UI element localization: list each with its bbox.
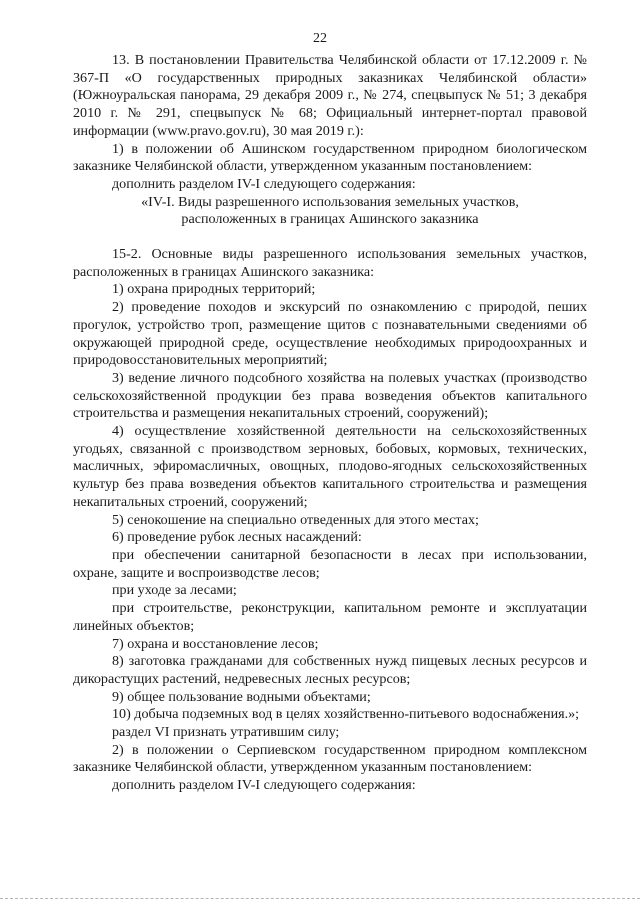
paragraph-15-2: 15-2. Основные виды разрешенного использования земельных участков, расположенных в границах Ашинского заказника: (73, 246, 587, 280)
list-item-9: 9) общее пользование водными объектами; (112, 688, 371, 705)
list-item-6: 6) проведение рубок лесных насаждений: (112, 529, 362, 546)
page-number: 22 (313, 31, 327, 46)
paragraph-amendment-13: 13. В постановлении Правительства Челябинской области от 17.12.2009 г. № 367-П «О государственных природных заказниках Челябинской области» (Южноуральская панорама, 29 декабря 2009 г., № 274, спецвыпуск № 51; 3 декабря 2010 г. № 291, спецвыпуск № 68; Официальный интернет-портал правовой информации (www.pravo.gov.ru), 30 мая 2019 г.): (73, 52, 587, 139)
paragraph-add-section-2: дополнить разделом IV-I следующего содержания: (112, 777, 416, 794)
list-item-7: 7) охрана и восстановление лесов; (112, 635, 319, 652)
list-item-3: 3) ведение личного подсобного хозяйства на полевых участках (производство сельскохозяйственной продукции без права возведения объектов капитального строительства и размещения некапитальных строений, сооружений); (73, 369, 587, 422)
list-item-2: 2) проведение походов и экскурсий по ознакомлению с природой, пеших прогулок, устройство троп, размещение щитов с познавательными сведениями об окружающей природной среде, осуществление необходимых природоохранных и природовосстановительных мероприятий; (73, 299, 587, 369)
list-item-10: 10) добыча подземных вод в целях хозяйственно-питьевого водоснабжения.»; (112, 706, 580, 723)
paragraph-add-section: дополнить разделом IV-I следующего содержания: (112, 175, 416, 192)
list-item-6-care: при уходе за лесами; (112, 582, 237, 599)
section-heading-line-1: «IV-I. Виды разрешенного использования земельных участков, (141, 193, 519, 210)
document-body (73, 52, 587, 795)
scan-edge-line (0, 898, 640, 899)
list-item-6-linear-objects: при строительстве, реконструкции, капитальном ремонте и эксплуатации линейных объектов; (73, 600, 587, 634)
list-item-4: 4) осуществление хозяйственной деятельности на сельскохозяйственных угодьях, связанной с производством зерновых, бобовых, кормовых, технических, масличных, эфиромасличных, овощных, плодово-ягодных сельскохозяйственных культур без права возведения объектов капитального строительства и размещения некапитальных строений, сооружений; (73, 423, 587, 510)
list-item-8: 8) заготовка гражданами для собственных нужд пищевых лесных ресурсов и дикорастущих растений, недревесных лесных ресурсов; (73, 653, 587, 687)
paragraph-section-vi: раздел VI признать утратившим силу; (112, 724, 340, 741)
list-item-1: 1) охрана природных территорий; (112, 281, 316, 298)
list-item-6-sanitary: при обеспечении санитарной безопасности в лесах при использовании, охране, защите и воспроизводстве лесов; (73, 546, 587, 581)
paragraph-ashinsky-reserve: 1) в положении об Ашинском государственном природном биологическом заказнике Челябинской области, утвержденном указанным постановлением: (73, 140, 587, 175)
paragraph-serpievsky-reserve: 2) в положении о Серпиевском государственном природном комплексном заказнике Челябинской области, утвержденном указанным постановлением: (73, 741, 587, 776)
section-heading-line-2: расположенных в границах Ашинского заказника (181, 211, 479, 228)
list-item-5: 5) сенокошение на специально отведенных для этого местах; (112, 511, 479, 528)
